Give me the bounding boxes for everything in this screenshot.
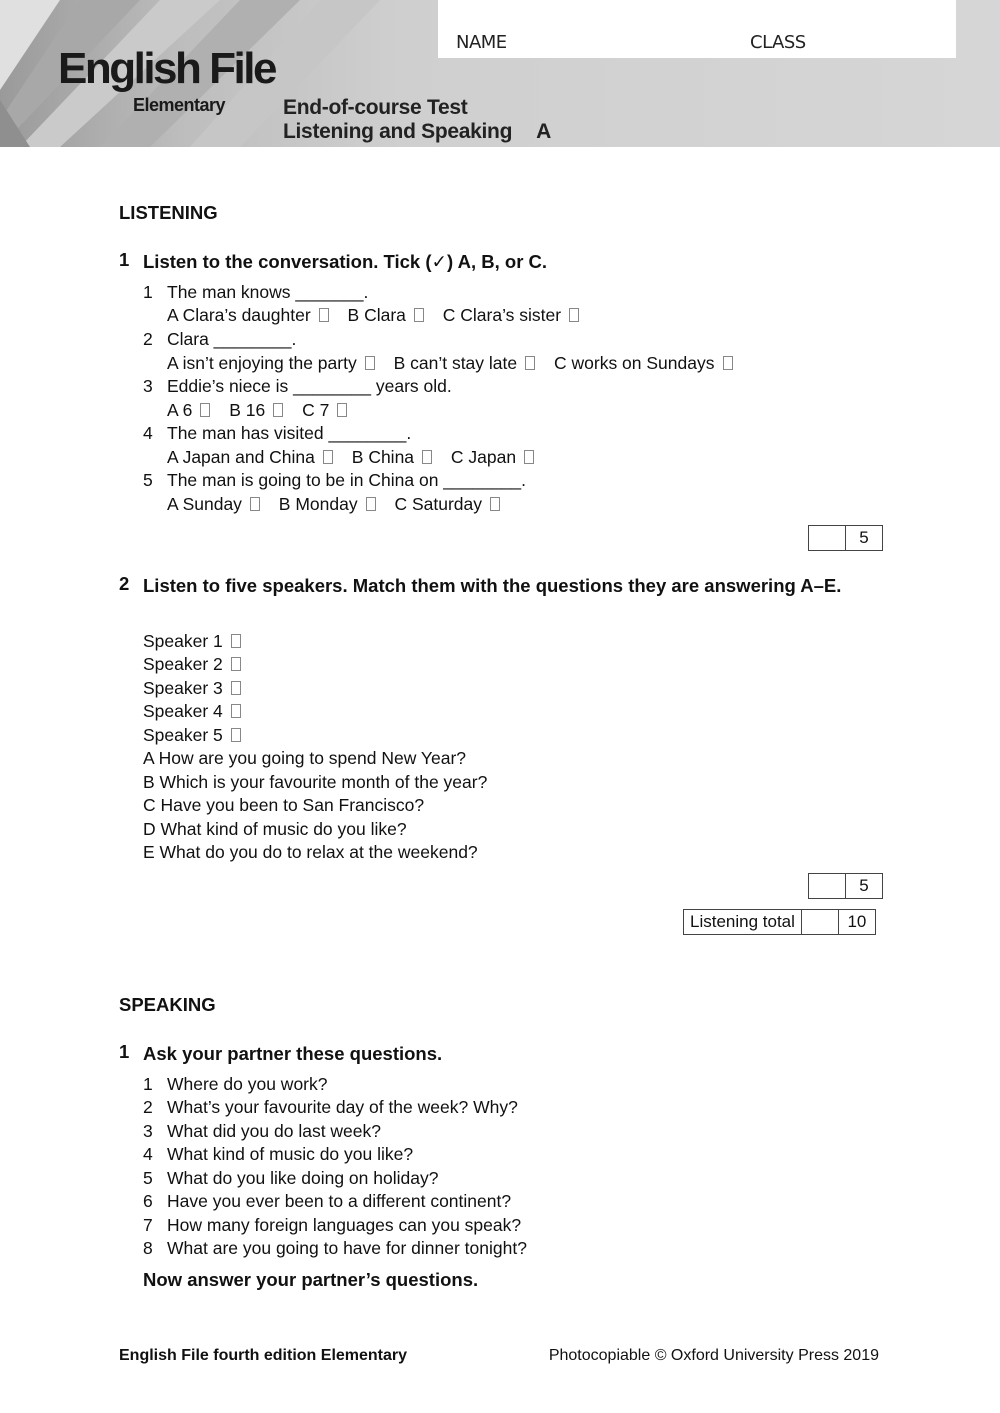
option-label: A 6: [167, 400, 193, 420]
item-stem: The man is going to be in China on ________.: [167, 470, 527, 490]
test-title: End-of-course Test: [283, 96, 468, 119]
item-number: 6: [143, 1191, 153, 1211]
listening-q1-heading: [0, 249, 1000, 275]
question-option: A How are you going to spend New Year?: [143, 748, 466, 768]
score-entry[interactable]: [802, 910, 839, 934]
option-label: B Clara: [347, 305, 406, 325]
item-stem: The man has visited ________.: [167, 423, 412, 443]
tick-box[interactable]: [723, 356, 733, 370]
option-label: C Clara’s sister: [442, 305, 562, 325]
item-number: 8: [143, 1238, 153, 1258]
option-label: B China: [351, 447, 415, 467]
question-option: C Have you been to San Francisco?: [143, 795, 425, 815]
name-class-box[interactable]: [438, 0, 956, 58]
question-instruction: Listen to the conversation. Tick (✓) A, B, or C.: [143, 251, 548, 272]
score-max: 5: [859, 528, 869, 547]
listening-q2-heading: [0, 573, 1000, 625]
listening-heading: LISTENING: [119, 202, 218, 223]
option-c[interactable]: [451, 447, 534, 467]
item-stem: The man knows _______.: [167, 282, 369, 302]
answer-box[interactable]: [231, 634, 241, 648]
item-text: Where do you work?: [167, 1074, 328, 1094]
item-number: 4: [143, 1144, 153, 1164]
option-label: B 16: [229, 400, 266, 420]
option-label: C Saturday: [394, 494, 483, 514]
option-label: A Japan and China: [167, 447, 315, 467]
q1-score-box: [808, 525, 883, 551]
option-a[interactable]: [167, 353, 375, 373]
tick-box[interactable]: [273, 403, 283, 417]
footer-left: English File fourth edition Elementary: [119, 1347, 408, 1364]
tick-box[interactable]: [422, 450, 432, 464]
option-label: A Sunday: [167, 494, 242, 514]
option-b[interactable]: [279, 494, 376, 514]
tick-box[interactable]: [525, 356, 535, 370]
list-item: [143, 1097, 518, 1118]
test-version: A: [536, 120, 551, 143]
option-c[interactable]: [443, 305, 579, 325]
footer-right: Photocopiable © Oxford University Press 2019: [548, 1347, 879, 1364]
score-max: 10: [847, 912, 867, 931]
option-label: C 7: [302, 400, 330, 420]
item-number: 2: [143, 329, 153, 349]
item-number: 1: [143, 282, 153, 302]
item-text: What kind of music do you like?: [167, 1144, 414, 1164]
option-a[interactable]: [167, 400, 210, 420]
option-label: B can’t stay late: [393, 353, 518, 373]
speaker-label: Speaker 1: [143, 631, 223, 651]
speaker-row: [143, 678, 241, 699]
speaker-row: [143, 701, 241, 722]
option-b[interactable]: [229, 400, 283, 420]
option-label: C works on Sundays: [554, 353, 715, 373]
option-a[interactable]: [167, 447, 333, 467]
tick-box[interactable]: [365, 356, 375, 370]
speaker-row: [143, 725, 241, 746]
option-b[interactable]: [394, 353, 536, 373]
logo-subtitle: Elementary: [133, 95, 226, 115]
question-instruction: Ask your partner these questions.: [143, 1043, 443, 1064]
item-text: What are you going to have for dinner tonight?: [167, 1238, 527, 1258]
option-label: B Monday: [278, 494, 358, 514]
speaker-label: Speaker 5: [143, 725, 223, 745]
tick-box[interactable]: [200, 403, 210, 417]
listening-total-label: Listening total: [684, 910, 802, 934]
list-item: [143, 1121, 381, 1142]
tick-box[interactable]: [414, 308, 424, 322]
answer-box[interactable]: [231, 657, 241, 671]
score-max: 5: [859, 876, 869, 895]
item-number: 4: [143, 423, 153, 443]
score-entry[interactable]: [809, 874, 846, 898]
item-text: What do you like doing on holiday?: [167, 1168, 439, 1188]
option-c[interactable]: [554, 353, 733, 373]
tick-box[interactable]: [319, 308, 329, 322]
tick-box[interactable]: [337, 403, 347, 417]
question-option: B Which is your favourite month of the year?: [143, 772, 488, 792]
list-item: [143, 1074, 328, 1095]
tick-box[interactable]: [569, 308, 579, 322]
question-number: 1: [119, 249, 130, 270]
name-label: NAME: [456, 32, 507, 53]
item-text: Have you ever been to a different continent?: [167, 1191, 512, 1211]
item-options: [167, 353, 747, 374]
item-number: 3: [143, 1121, 153, 1141]
test-subtitle: [283, 120, 551, 144]
q2-score-box: [808, 873, 883, 899]
question-number: 2: [119, 573, 130, 594]
speaking-closing-instruction: Now answer your partner’s questions.: [143, 1269, 479, 1290]
class-label: CLASS: [750, 32, 806, 53]
question-number: 1: [119, 1041, 130, 1062]
option-a[interactable]: [167, 305, 329, 325]
item-number: 1: [143, 1074, 153, 1094]
list-item: [143, 376, 452, 397]
answer-box[interactable]: [231, 681, 241, 695]
option-label: C Japan: [450, 447, 517, 467]
listening-total-box: [683, 909, 876, 935]
question-option: D What kind of music do you like?: [143, 819, 407, 839]
item-options: [167, 305, 593, 326]
item-number: 5: [143, 470, 153, 490]
option-label: A isn’t enjoying the party: [167, 353, 357, 373]
list-item: [143, 329, 296, 350]
test-subtitle-text: Listening and Speaking: [283, 120, 513, 143]
item-stem: Eddie’s niece is ________ years old.: [167, 376, 452, 396]
tick-box[interactable]: [366, 497, 376, 511]
speaker-label: Speaker 3: [143, 678, 223, 698]
list-item: [143, 1238, 527, 1259]
item-number: 2: [143, 1097, 153, 1117]
speaker-row: [143, 631, 241, 652]
list-item: [143, 1215, 521, 1236]
item-text: How many foreign languages can you speak?: [167, 1215, 522, 1235]
item-text: What did you do last week?: [167, 1121, 382, 1141]
tick-box[interactable]: [490, 497, 500, 511]
question-option: E What do you do to relax at the weekend?: [143, 842, 478, 862]
item-options: [167, 400, 361, 421]
speaker-label: Speaker 2: [143, 654, 223, 674]
answer-box[interactable]: [231, 704, 241, 718]
list-item: [143, 1191, 511, 1212]
item-text: What’s your favourite day of the week? Why?: [167, 1097, 518, 1117]
speaker-label: Speaker 4: [143, 701, 223, 721]
question-instruction: Listen to five speakers. Match them with the questions they are answering A–E.: [143, 575, 842, 596]
option-c[interactable]: [302, 400, 347, 420]
option-b[interactable]: [352, 447, 432, 467]
score-entry[interactable]: [809, 526, 846, 550]
option-c[interactable]: [394, 494, 500, 514]
item-stem: Clara ________.: [167, 329, 297, 349]
item-number: 3: [143, 376, 153, 396]
item-number: 5: [143, 1168, 153, 1188]
tick-box[interactable]: [250, 497, 260, 511]
answer-box[interactable]: [231, 728, 241, 742]
list-item: [143, 470, 526, 491]
speaking-heading: SPEAKING: [119, 994, 216, 1015]
list-item: [143, 1144, 413, 1165]
speaker-row: [143, 654, 241, 675]
item-options: [167, 447, 548, 468]
speaking-q1-heading: [0, 1041, 1000, 1067]
list-item: [143, 1168, 438, 1189]
item-number: 7: [143, 1215, 153, 1235]
option-label: A Clara’s daughter: [167, 305, 311, 325]
item-options: [167, 494, 514, 515]
tick-box[interactable]: [524, 450, 534, 464]
logo-title: English File: [58, 44, 275, 93]
option-a[interactable]: [167, 494, 260, 514]
page-header: [0, 0, 1000, 147]
list-item: [143, 423, 411, 444]
list-item: [143, 282, 368, 303]
option-b[interactable]: [348, 305, 424, 325]
tick-box[interactable]: [323, 450, 333, 464]
